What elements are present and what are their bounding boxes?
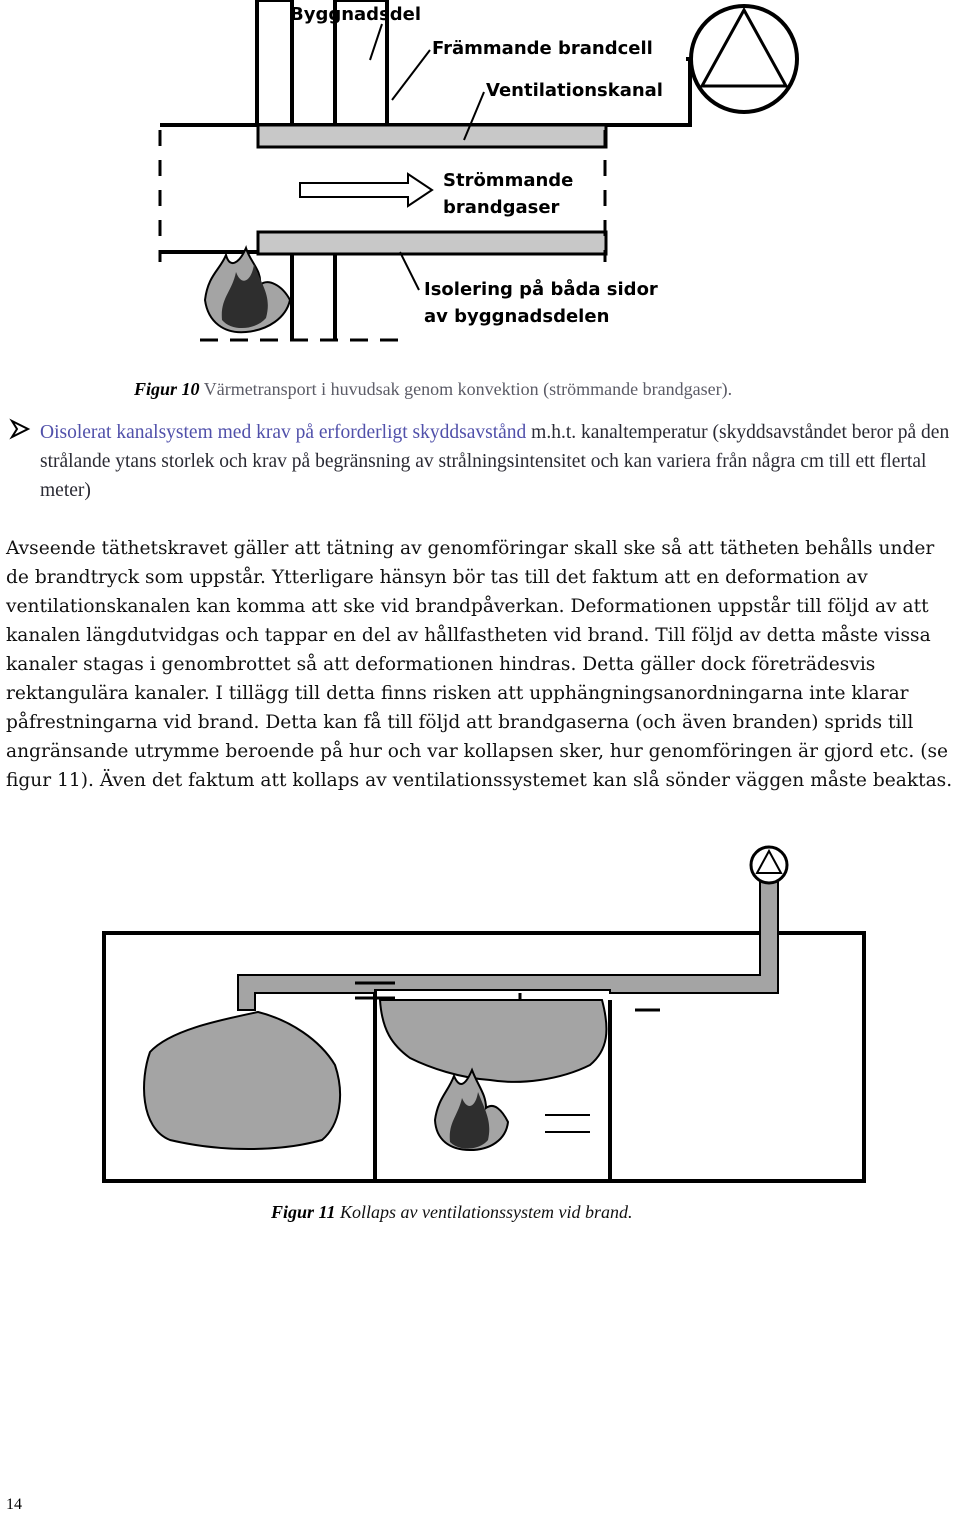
label-duct: Ventilationskanal xyxy=(486,80,663,101)
label-component: Byggnadsdel xyxy=(290,4,422,25)
figure-10-caption-label: Figur 10 xyxy=(134,379,200,399)
bullet-rest: m.h.t. kanaltemperatur (skyddsavståndet beror på den strålande ytans storlek och krav på begränsning av strålningsintensitet och kan variera från några cm till ett flertal meter) xyxy=(40,422,950,501)
page-number: 14 xyxy=(6,1496,22,1513)
figure-11-caption-label: Figur 11 xyxy=(271,1202,336,1222)
figure-10-diagram xyxy=(0,0,960,350)
figure-10-caption-text: Värmetransport i huvudsak genom konvektion (strömmande brandgaser). xyxy=(199,379,733,399)
body-paragraph: Avseende täthetskravet gäller att tätning av genomföringar skall ske så att tätheten behålls under de brandtryck som uppstår. Ytterligare hänsyn bör tas till det faktum att en deformation av ventilationskanalen kan komma att ske vid brandpåverkan. Deformationen uppstår till följd av att kanalen längdutvidgas och tappar en del av hållfastheten vid brand. Till följd av detta måste vissa kanaler stagas i genombrottet så att deformationen hindras. Detta gäller dock företrädesvis rektangulära kanaler. I tillägg till detta finns risken att upphängningsanordningarna inte klarar påfrestningarna vid brand. Detta kan få till följd att brandgaserna (och även branden) sprids till angränsande utrymme beroende på hur och var kollapsen sker, hur genomföringen är gjord etc. (se figur 11). Även det faktum att kollaps av ventilationssystemet kan slå sönder väggen måste beaktas. xyxy=(6,538,953,791)
figure-11-caption xyxy=(271,1202,633,1223)
wall-upper-left xyxy=(257,0,292,125)
bullet-text xyxy=(40,418,956,505)
insulation-top xyxy=(258,125,606,147)
flow-arrow-icon xyxy=(300,174,432,206)
figure-11-diagram xyxy=(0,840,960,1190)
label-insulation-1: Isolering på båda sidor xyxy=(424,279,658,300)
flame-icon xyxy=(205,248,290,332)
leader-insulation xyxy=(400,252,419,290)
leader-fire-cell xyxy=(392,50,430,100)
fan-icon xyxy=(691,6,797,112)
bullet-lead: Oisolerat kanalsystem med krav på erforderligt skyddsavstånd xyxy=(40,422,527,443)
figure-10-caption xyxy=(134,379,732,400)
bullet-item xyxy=(8,418,956,505)
label-insulation-2: av byggnadsdelen xyxy=(424,306,610,327)
bullet-arrow-icon xyxy=(8,418,32,440)
insulation-bottom xyxy=(258,232,606,254)
label-gases-1: Strömmande xyxy=(443,170,574,191)
figure-11-caption-text: Kollaps av ventilationssystem vid brand. xyxy=(335,1202,633,1222)
label-fire-cell: Främmande brandcell xyxy=(432,38,653,59)
label-gases-2: brandgaser xyxy=(443,197,560,218)
